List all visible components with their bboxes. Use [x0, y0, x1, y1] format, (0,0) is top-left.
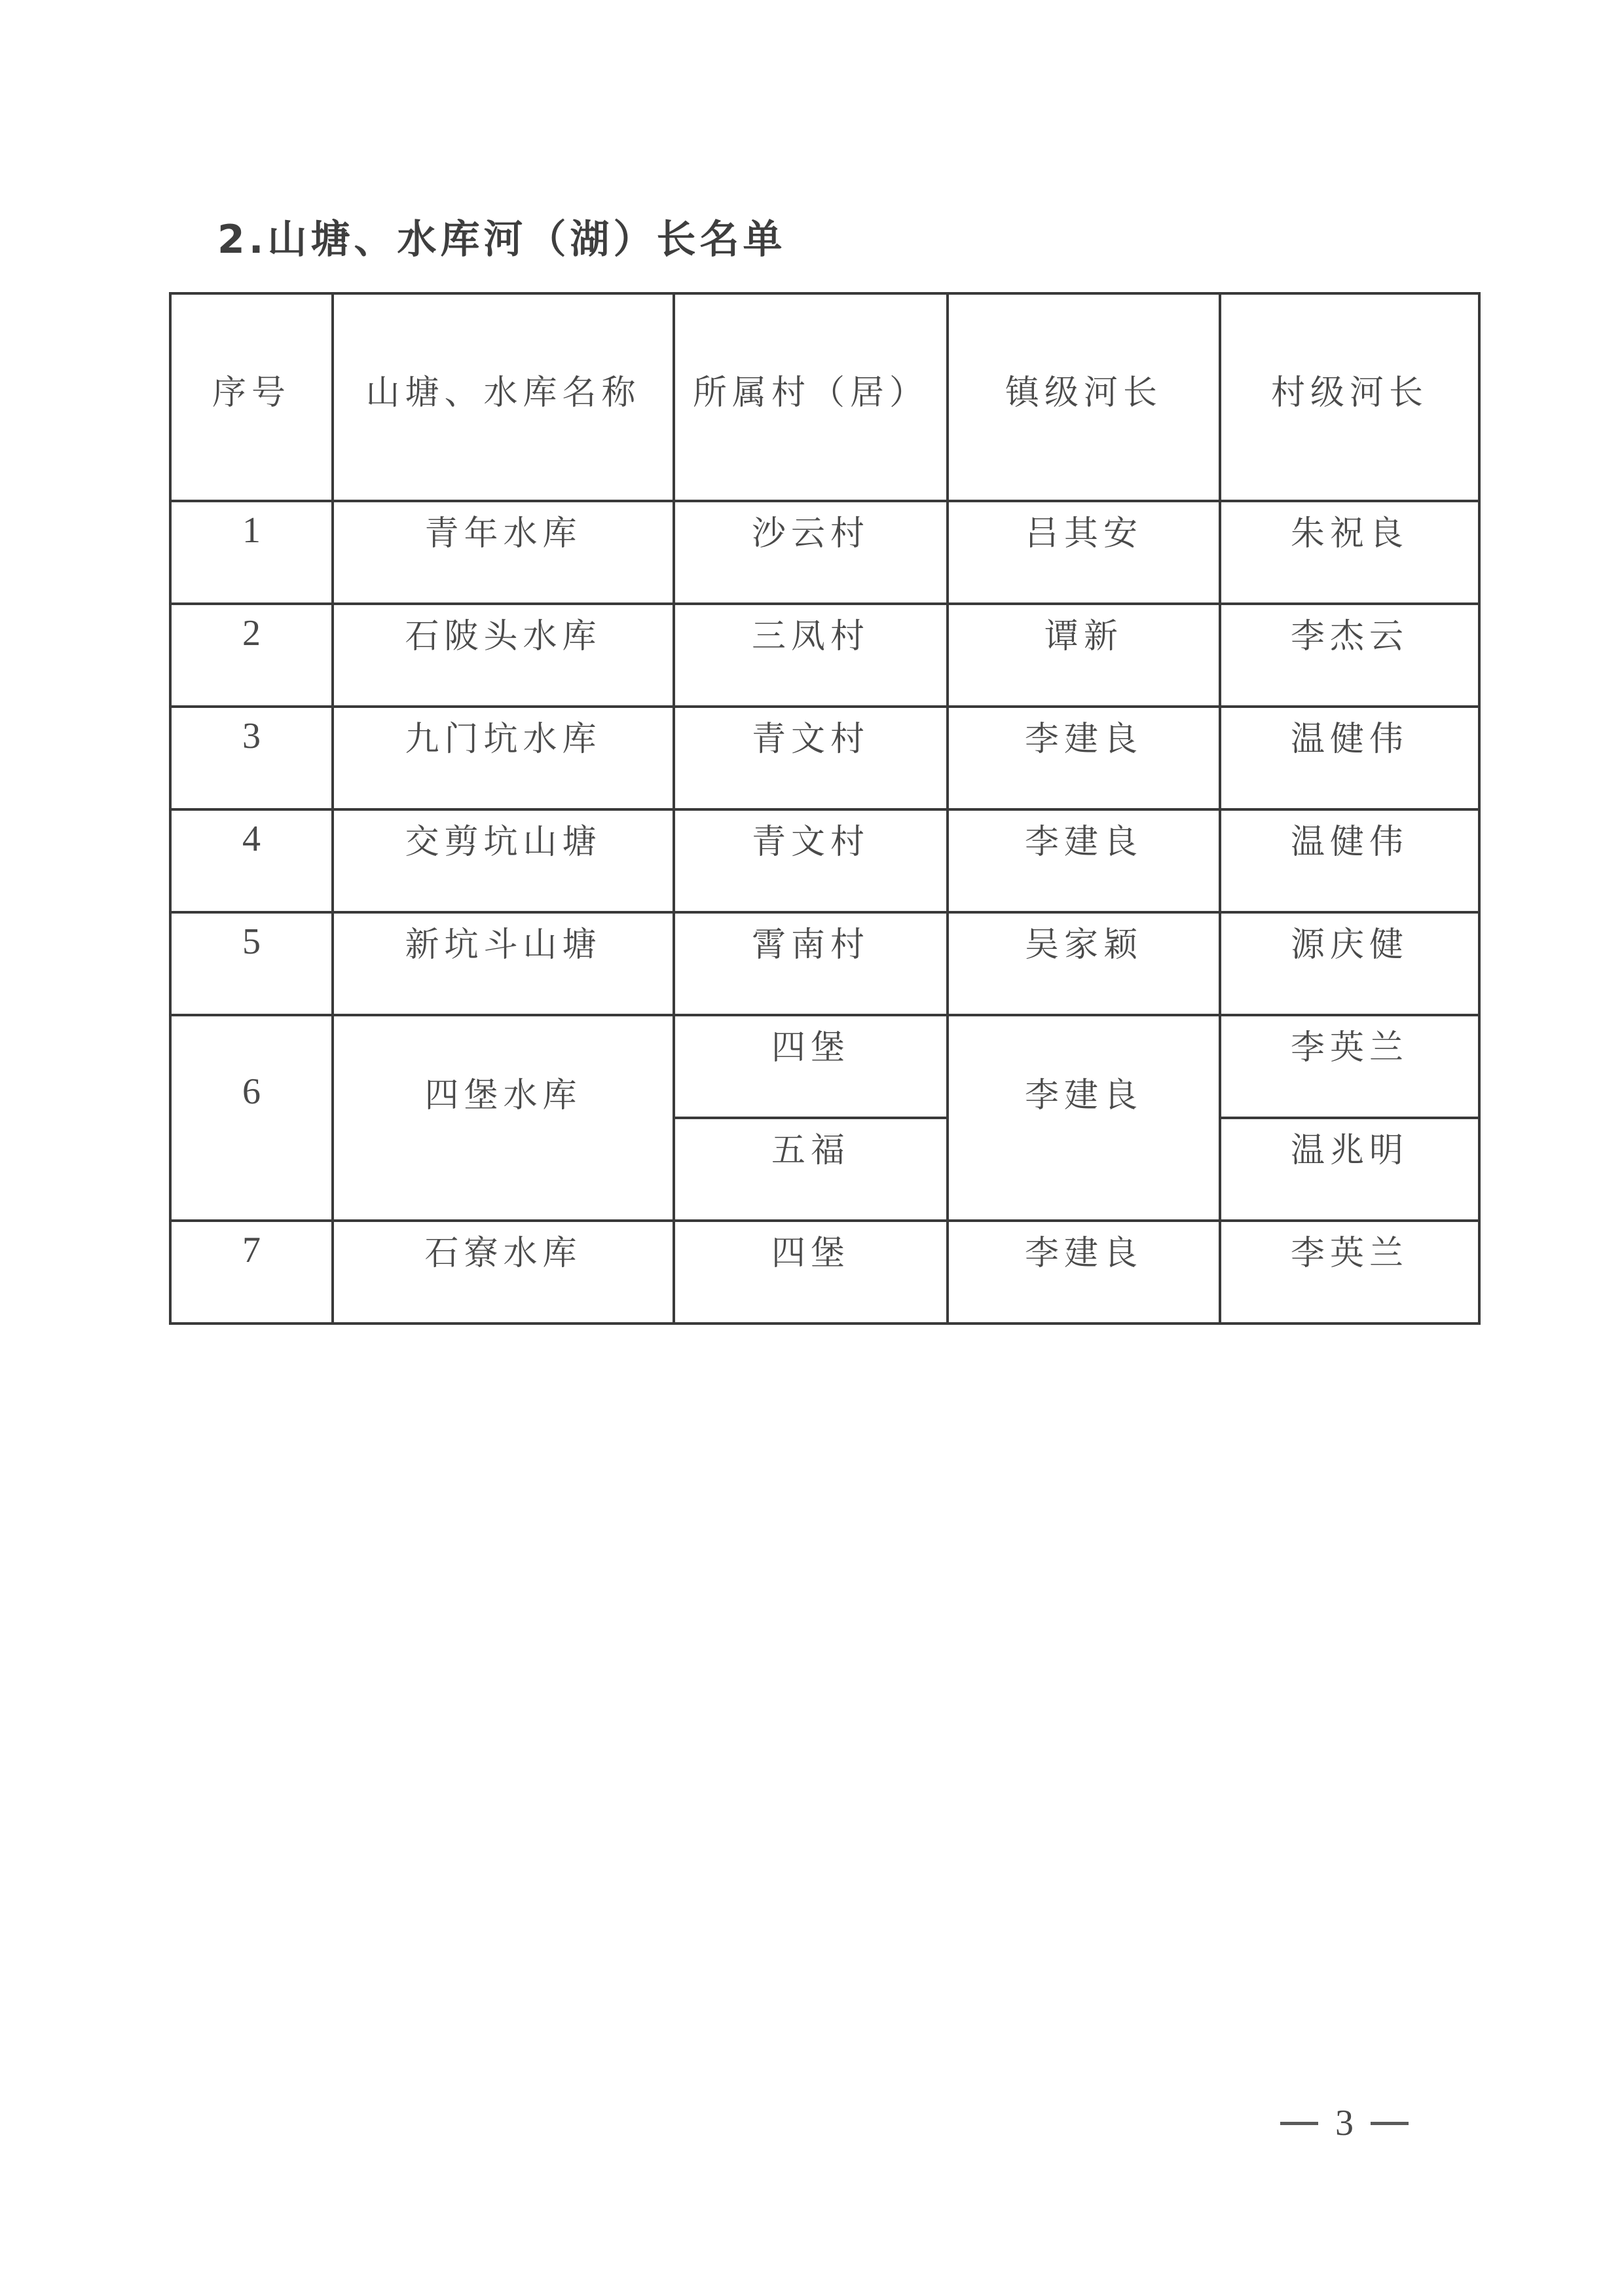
cell-village: 青文村	[674, 809, 948, 912]
table-row	[170, 604, 1479, 707]
river-chief-table	[169, 292, 1481, 1325]
cell-village-chief: 温兆明	[1220, 1118, 1479, 1221]
cell-village: 霄南村	[674, 912, 948, 1015]
header-town-chief: 镇级河长	[948, 293, 1220, 501]
cell-village: 三凤村	[674, 604, 948, 707]
cell-town-chief: 李建良	[948, 1015, 1220, 1221]
section-title: 2.山塘、水库河（湖）长名单	[217, 217, 786, 263]
cell-village-chief: 李杰云	[1220, 604, 1479, 707]
cell-serial: 7	[170, 1221, 333, 1324]
cell-town-chief: 吴家颖	[948, 912, 1220, 1015]
cell-reservoir-name: 青年水库	[333, 501, 674, 604]
cell-serial: 1	[170, 501, 333, 604]
cell-village-chief: 李英兰	[1220, 1015, 1479, 1118]
cell-town-chief: 吕其安	[948, 501, 1220, 604]
cell-village: 五福	[674, 1118, 948, 1221]
cell-town-chief: 李建良	[948, 1221, 1220, 1324]
cell-reservoir-name: 四堡水库	[333, 1015, 674, 1221]
cell-village: 青文村	[674, 707, 948, 809]
dash-right	[1371, 2122, 1409, 2125]
header-village: 所属村（居）	[674, 293, 948, 501]
cell-village: 沙云村	[674, 501, 948, 604]
dash-left	[1280, 2122, 1318, 2125]
cell-town-chief: 谭新	[948, 604, 1220, 707]
table-row	[170, 912, 1479, 1015]
header-village-chief: 村级河长	[1220, 293, 1479, 501]
header-serial: 序号	[170, 293, 333, 501]
cell-serial: 3	[170, 707, 333, 809]
table-header-row	[170, 293, 1479, 501]
page-number-value: 3	[1335, 2103, 1354, 2143]
cell-village-chief: 朱祝良	[1220, 501, 1479, 604]
cell-village-chief: 温健伟	[1220, 809, 1479, 912]
cell-reservoir-name: 九门坑水库	[333, 707, 674, 809]
cell-village: 四堡	[674, 1221, 948, 1324]
cell-village: 四堡	[674, 1015, 948, 1118]
table-row	[170, 1221, 1479, 1324]
header-reservoir-name: 山塘、水库名称	[333, 293, 674, 501]
page-number	[1280, 2102, 1409, 2144]
cell-town-chief: 李建良	[948, 809, 1220, 912]
table-row	[170, 707, 1479, 809]
cell-reservoir-name: 交剪坑山塘	[333, 809, 674, 912]
cell-serial: 4	[170, 809, 333, 912]
cell-village-chief: 李英兰	[1220, 1221, 1479, 1324]
table-row	[170, 501, 1479, 604]
cell-reservoir-name: 石寮水库	[333, 1221, 674, 1324]
cell-town-chief: 李建良	[948, 707, 1220, 809]
cell-village-chief: 温健伟	[1220, 707, 1479, 809]
cell-reservoir-name: 石陂头水库	[333, 604, 674, 707]
cell-serial: 2	[170, 604, 333, 707]
cell-serial: 5	[170, 912, 333, 1015]
cell-serial: 6	[170, 1015, 333, 1221]
cell-village-chief: 源庆健	[1220, 912, 1479, 1015]
table-row	[170, 1015, 1479, 1118]
table-row	[170, 809, 1479, 912]
cell-reservoir-name: 新坑斗山塘	[333, 912, 674, 1015]
